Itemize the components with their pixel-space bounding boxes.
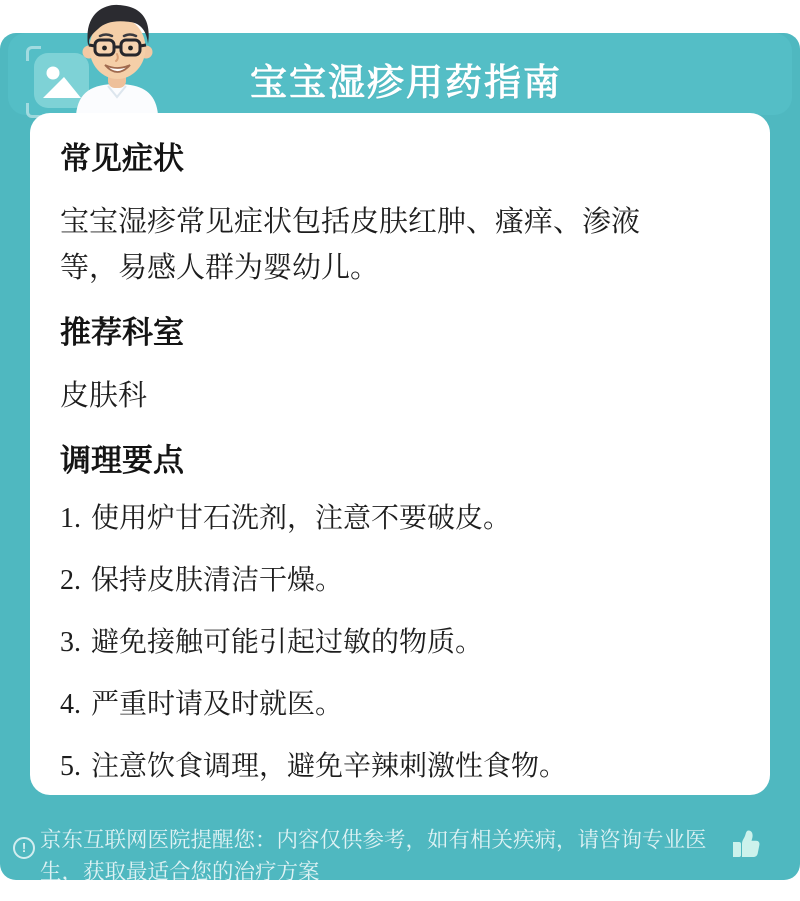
- list-item: [60, 563, 740, 598]
- list-item-number: 1.: [60, 503, 81, 534]
- list-item: [60, 749, 740, 784]
- list-item-number: 3.: [60, 627, 81, 658]
- content-card: [30, 113, 770, 795]
- exclamation-circle-icon: !: [13, 837, 35, 859]
- footer-disclaimer: [0, 820, 800, 900]
- section-heading-care: 调理要点: [60, 443, 184, 478]
- section-body-department: 皮肤科: [60, 380, 148, 412]
- care-list: [60, 501, 740, 784]
- thumbs-up-icon[interactable]: [731, 826, 765, 860]
- list-item: [60, 687, 740, 722]
- list-item-number: 2.: [60, 565, 81, 596]
- section-body-symptoms: 宝宝湿疹常见症状包括皮肤红肿、瘙痒、渗液等，易感人群为婴幼儿。: [60, 206, 641, 284]
- doctor-cartoon-avatar: [58, 2, 176, 115]
- list-item-text: 使用炉甘石洗剂，注意不要破皮。: [91, 502, 512, 533]
- list-item: [60, 625, 740, 660]
- section-heading-department: 推荐科室: [60, 315, 184, 350]
- page-title: 宝宝湿疹用药指南: [250, 62, 562, 103]
- list-item-text: 避免接触可能引起过敏的物质。: [91, 626, 484, 657]
- list-item: [60, 501, 740, 536]
- section-heading-symptoms: 常见症状: [60, 141, 184, 176]
- list-item-text: 保持皮肤清洁干燥。: [91, 564, 344, 595]
- list-item-text: 严重时请及时就医。: [91, 688, 344, 719]
- list-item-number: 5.: [60, 751, 81, 782]
- list-item-number: 4.: [60, 689, 81, 720]
- disclaimer-text: 京东互联网医院提醒您：内容仅供参考，如有相关疾病，请咨询专业医生，获取最适合您的治疗方案: [40, 828, 707, 884]
- list-item-text: 注意饮食调理，避免辛辣刺激性食物。: [91, 750, 568, 781]
